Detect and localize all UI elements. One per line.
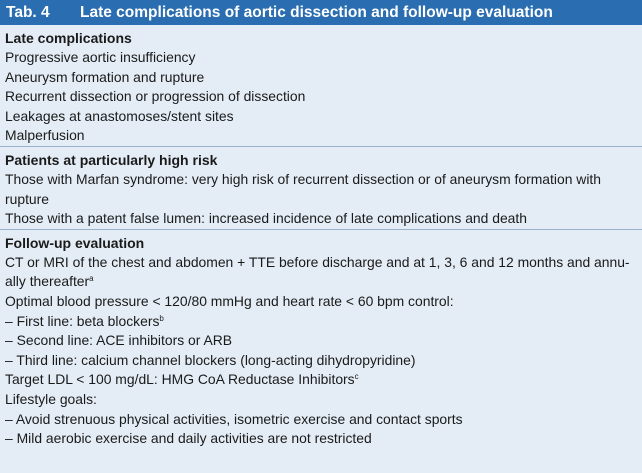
list-item: Those with Marfan syndrome: very high risk of recurrent dissection or of aneurysm formation with bbox=[5, 170, 601, 187]
footnote-mark: a bbox=[89, 274, 94, 284]
line-text: Target LDL < 100 mg/dL: HMG CoA Reductase Inhibitors bbox=[5, 371, 355, 388]
section-high-risk-patients bbox=[0, 147, 642, 230]
section-follow-up-evaluation bbox=[0, 230, 642, 449]
table-title: Late complications of aortic dissection and follow-up evaluation bbox=[80, 4, 553, 21]
list-item bbox=[5, 370, 636, 390]
list-item: Optimal blood pressure < 120/80 mmHg and heart rate < 60 bpm control: bbox=[5, 292, 454, 309]
section-late-complications bbox=[0, 25, 642, 147]
line-text: – First line: beta blockers bbox=[5, 312, 160, 329]
list-item: Malperfusion bbox=[5, 127, 85, 144]
table-header bbox=[0, 0, 642, 25]
list-item: Leakages at anastomoses/stent sites bbox=[5, 107, 234, 124]
footnote-mark: c bbox=[354, 372, 359, 382]
section-title: Follow-up evaluation bbox=[5, 234, 145, 251]
list-item: – Second line: ACE inhibitors or ARB bbox=[5, 332, 233, 349]
list-item: CT or MRI of the chest and abdomen + TTE before discharge and at 1, 3, 6 and 12 months and annu- bbox=[5, 253, 630, 270]
section-title: Patients at particularly high risk bbox=[5, 151, 218, 168]
list-item: – Avoid strenuous physical activities, isometric exercise and contact sports bbox=[5, 410, 463, 427]
list-item: Lifestyle goals: bbox=[5, 390, 97, 407]
list-item: Those with a patent false lumen: increased incidence of late complications and death bbox=[5, 210, 527, 227]
table-number: Tab. 4 bbox=[6, 4, 50, 21]
list-item: – Third line: calcium channel blockers (long-acting dihydropyridine) bbox=[5, 351, 416, 368]
list-item: Progressive aortic insufficiency bbox=[5, 49, 196, 65]
list-item: – Mild aerobic exercise and daily activities are not restricted bbox=[5, 430, 372, 447]
footnote-mark: b bbox=[159, 313, 164, 323]
section-title: Late complications bbox=[5, 30, 132, 46]
list-item: Recurrent dissection or progression of dissection bbox=[5, 88, 306, 105]
list-item bbox=[5, 272, 636, 292]
list-item bbox=[5, 312, 636, 332]
line-text: ally thereafter bbox=[5, 273, 90, 290]
list-item: Aneurysm formation and rupture bbox=[5, 68, 205, 85]
list-item: rupture bbox=[5, 190, 50, 207]
